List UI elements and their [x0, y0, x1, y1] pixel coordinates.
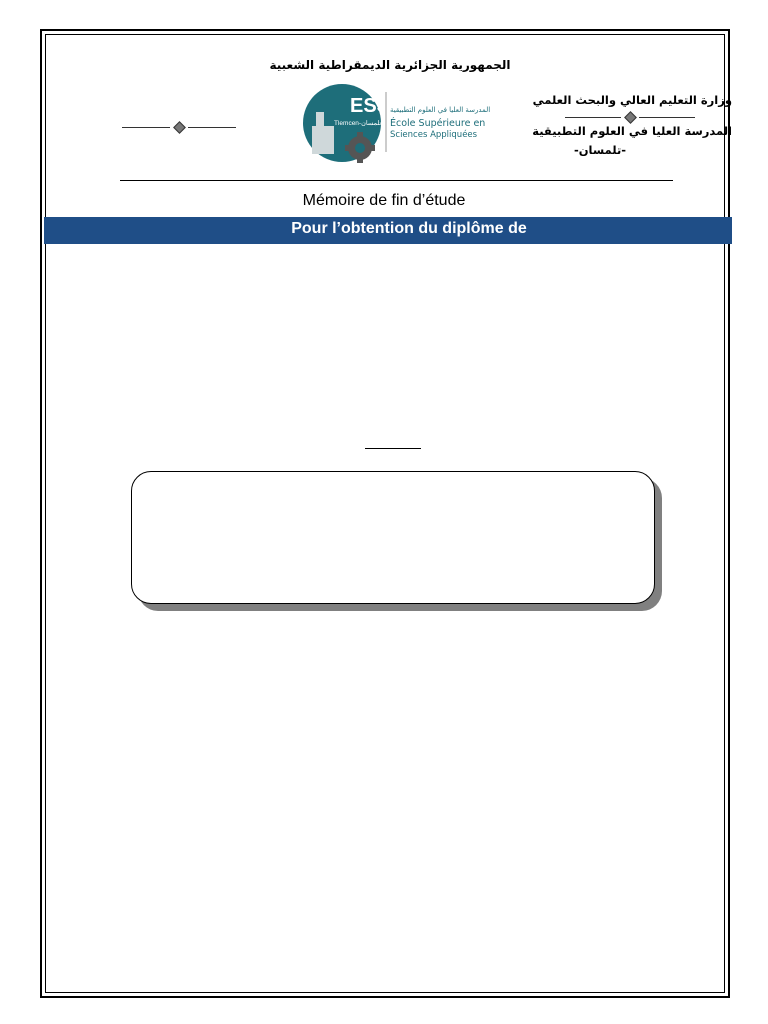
logo-acronym: ESSA	[350, 95, 405, 117]
republic-heading: الجمهورية الجزائرية الديمقراطية الشعبية	[269, 58, 511, 72]
ministry-heading: وزارة التعليم العالي والبحث العلمي	[532, 93, 732, 107]
memoire-title: Mémoire de fin d’étude	[302, 192, 466, 209]
school-heading: المدرسة العليا في العلوم التطبيقية	[532, 124, 732, 138]
diploma-banner	[44, 217, 732, 244]
essa-logo	[302, 82, 512, 164]
city-heading: -تلمسان-	[573, 143, 627, 157]
logo-name-fr-1: École Supérieure en	[390, 118, 486, 129]
logo-name-fr-2: Sciences Appliquées	[390, 130, 478, 140]
left-ornament	[122, 122, 236, 132]
short-divider	[365, 448, 421, 449]
right-ornament	[565, 112, 695, 122]
logo-name-ar: المدرسة العليا في العلوم التطبيقية	[390, 106, 491, 114]
diploma-banner-text: Pour l’obtention du diplôme de	[291, 220, 527, 237]
logo-city: Tlemcen-تلمسان	[334, 120, 382, 127]
header-divider	[120, 180, 673, 181]
title-box	[131, 471, 655, 604]
